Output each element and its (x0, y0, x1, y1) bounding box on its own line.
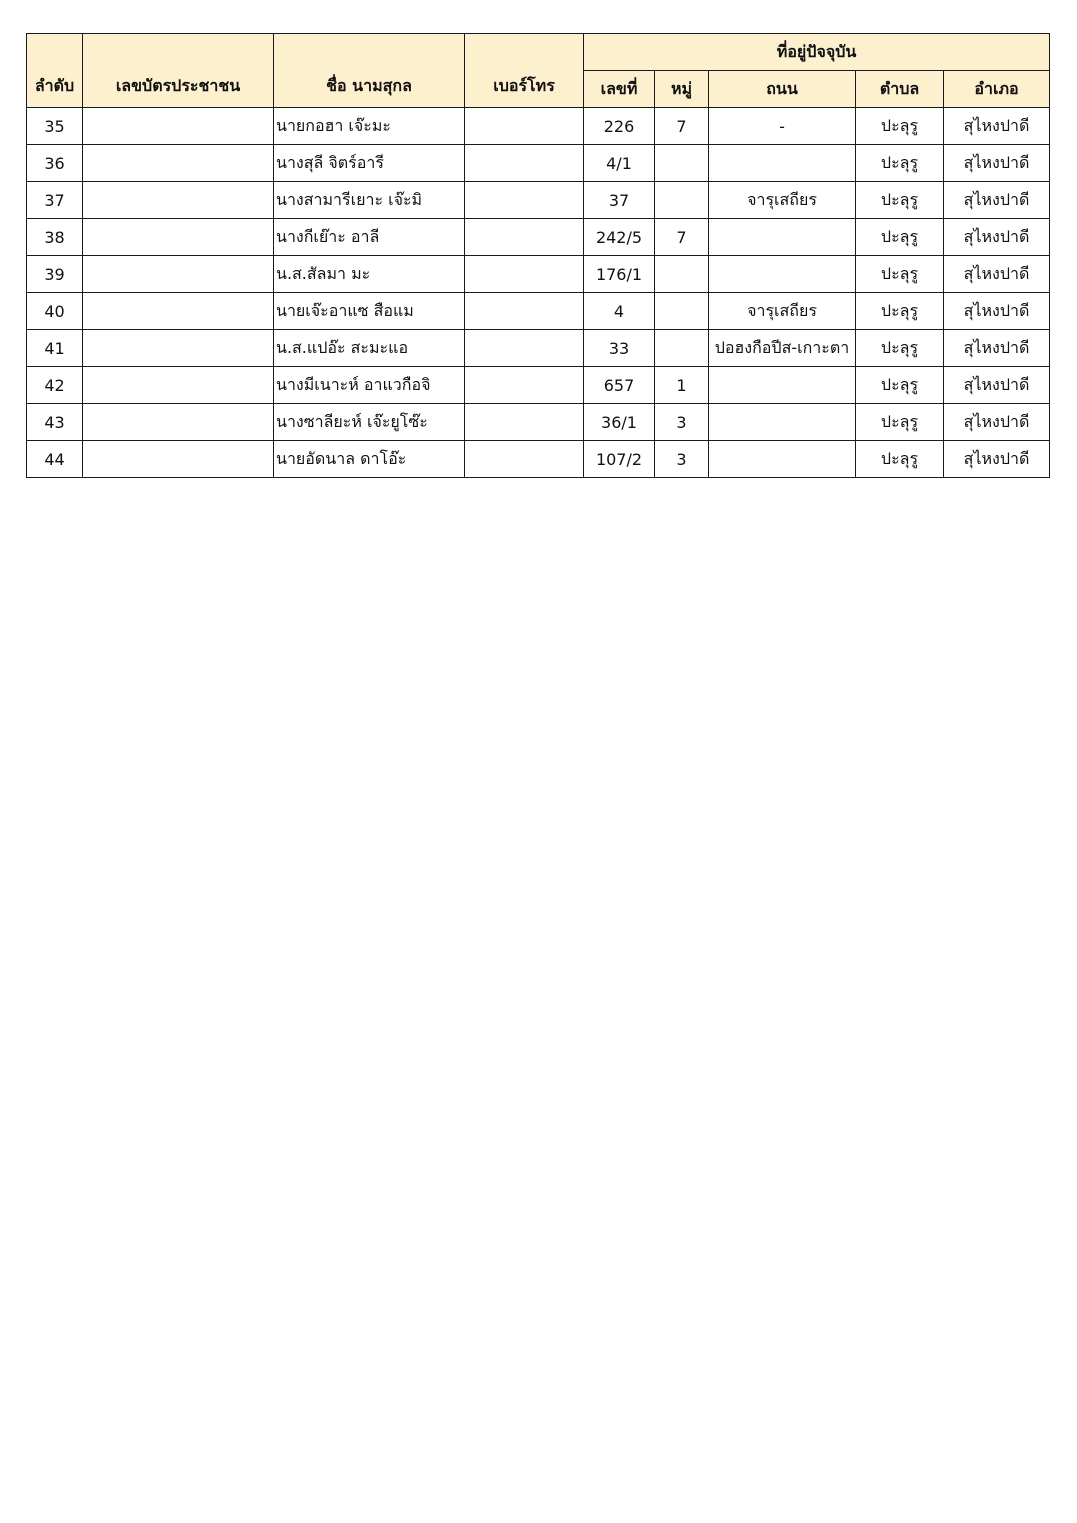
cell-no: 44 (27, 441, 83, 478)
cell-house-no: 107/2 (584, 441, 655, 478)
cell-id-card (83, 108, 274, 145)
cell-name: นายเจ๊ะอาแซ สือแม (274, 293, 465, 330)
cell-house-no: 242/5 (584, 219, 655, 256)
cell-road: จารุเสถียร (709, 182, 856, 219)
cell-name: นางซาลียะห์ เจ๊ะยูโซ๊ะ (274, 404, 465, 441)
cell-moo (655, 182, 709, 219)
cell-amphoe: สุไหงปาดี (944, 256, 1050, 293)
cell-id-card (83, 404, 274, 441)
cell-id-card (83, 182, 274, 219)
cell-id-card (83, 256, 274, 293)
cell-tambon: ปะลุรู (856, 330, 944, 367)
header-road: ถนน (709, 71, 856, 108)
cell-amphoe: สุไหงปาดี (944, 441, 1050, 478)
cell-tambon: ปะลุรู (856, 293, 944, 330)
cell-moo: 7 (655, 108, 709, 145)
cell-moo (655, 330, 709, 367)
cell-moo: 1 (655, 367, 709, 404)
cell-no: 43 (27, 404, 83, 441)
cell-house-no: 176/1 (584, 256, 655, 293)
cell-phone (465, 108, 584, 145)
cell-road (709, 404, 856, 441)
cell-phone (465, 145, 584, 182)
cell-tambon: ปะลุรู (856, 441, 944, 478)
cell-amphoe: สุไหงปาดี (944, 108, 1050, 145)
cell-id-card (83, 441, 274, 478)
cell-house-no: 37 (584, 182, 655, 219)
cell-amphoe: สุไหงปาดี (944, 182, 1050, 219)
cell-moo: 3 (655, 404, 709, 441)
cell-tambon: ปะลุรู (856, 256, 944, 293)
table-row (27, 256, 1050, 293)
cell-id-card (83, 145, 274, 182)
header-house-no: เลขที่ (584, 71, 655, 108)
table-row (27, 182, 1050, 219)
cell-moo: 3 (655, 441, 709, 478)
cell-name: นางกีเย๊าะ อาลี (274, 219, 465, 256)
cell-tambon: ปะลุรู (856, 219, 944, 256)
table-row (27, 293, 1050, 330)
cell-tambon: ปะลุรู (856, 108, 944, 145)
cell-name: น.ส.สัลมา มะ (274, 256, 465, 293)
cell-amphoe: สุไหงปาดี (944, 293, 1050, 330)
cell-road (709, 145, 856, 182)
cell-tambon: ปะลุรู (856, 145, 944, 182)
cell-house-no: 657 (584, 367, 655, 404)
cell-house-no: 33 (584, 330, 655, 367)
cell-tambon: ปะลุรู (856, 404, 944, 441)
cell-amphoe: สุไหงปาดี (944, 219, 1050, 256)
cell-phone (465, 367, 584, 404)
cell-moo (655, 293, 709, 330)
cell-road: จารุเสถียร (709, 293, 856, 330)
header-address-group: ที่อยู่ปัจจุบัน (584, 34, 1050, 71)
cell-amphoe: สุไหงปาดี (944, 367, 1050, 404)
table-row (27, 219, 1050, 256)
cell-name: นายอัดนาล ดาโอ๊ะ (274, 441, 465, 478)
cell-road (709, 256, 856, 293)
cell-id-card (83, 330, 274, 367)
cell-moo (655, 256, 709, 293)
header-amphoe: อำเภอ (944, 71, 1050, 108)
cell-house-no: 226 (584, 108, 655, 145)
cell-phone (465, 441, 584, 478)
header-name: ชื่อ นามสุกล (274, 34, 465, 108)
header-moo: หมู่ (655, 71, 709, 108)
table-body (27, 108, 1050, 478)
cell-road (709, 441, 856, 478)
cell-phone (465, 256, 584, 293)
cell-tambon: ปะลุรู (856, 182, 944, 219)
table-header (27, 34, 1050, 108)
cell-no: 42 (27, 367, 83, 404)
cell-no: 37 (27, 182, 83, 219)
cell-house-no: 4/1 (584, 145, 655, 182)
cell-phone (465, 182, 584, 219)
header-no: ลำดับ (27, 34, 83, 108)
cell-amphoe: สุไหงปาดี (944, 404, 1050, 441)
cell-road: ปอฮงกือปีส-เกาะตา (709, 330, 856, 367)
table-row (27, 330, 1050, 367)
cell-amphoe: สุไหงปาดี (944, 330, 1050, 367)
cell-moo: 7 (655, 219, 709, 256)
table-row (27, 108, 1050, 145)
cell-no: 36 (27, 145, 83, 182)
header-id-card: เลขบัตรประชาชน (83, 34, 274, 108)
cell-house-no: 36/1 (584, 404, 655, 441)
table-row (27, 145, 1050, 182)
cell-no: 41 (27, 330, 83, 367)
resident-table (26, 33, 1050, 478)
cell-phone (465, 404, 584, 441)
table-row (27, 441, 1050, 478)
cell-name: นางสุลี จิตร์อารี (274, 145, 465, 182)
cell-id-card (83, 293, 274, 330)
table-row (27, 367, 1050, 404)
cell-road (709, 367, 856, 404)
cell-no: 38 (27, 219, 83, 256)
cell-phone (465, 293, 584, 330)
cell-no: 35 (27, 108, 83, 145)
cell-id-card (83, 367, 274, 404)
cell-moo (655, 145, 709, 182)
cell-tambon: ปะลุรู (856, 367, 944, 404)
cell-no: 39 (27, 256, 83, 293)
cell-name: นางมีเนาะห์ อาแวกือจิ (274, 367, 465, 404)
cell-no: 40 (27, 293, 83, 330)
resident-table-sheet (26, 33, 1049, 478)
cell-id-card (83, 219, 274, 256)
cell-road: - (709, 108, 856, 145)
table-row (27, 404, 1050, 441)
cell-amphoe: สุไหงปาดี (944, 145, 1050, 182)
cell-name: นายกอฮา เจ๊ะมะ (274, 108, 465, 145)
cell-name: น.ส.แปอ๊ะ สะมะแอ (274, 330, 465, 367)
cell-name: นางสามารีเยาะ เจ๊ะมิ (274, 182, 465, 219)
header-tambon: ตำบล (856, 71, 944, 108)
cell-phone (465, 330, 584, 367)
cell-phone (465, 219, 584, 256)
cell-house-no: 4 (584, 293, 655, 330)
cell-road (709, 219, 856, 256)
header-phone: เบอร์โทร (465, 34, 584, 108)
